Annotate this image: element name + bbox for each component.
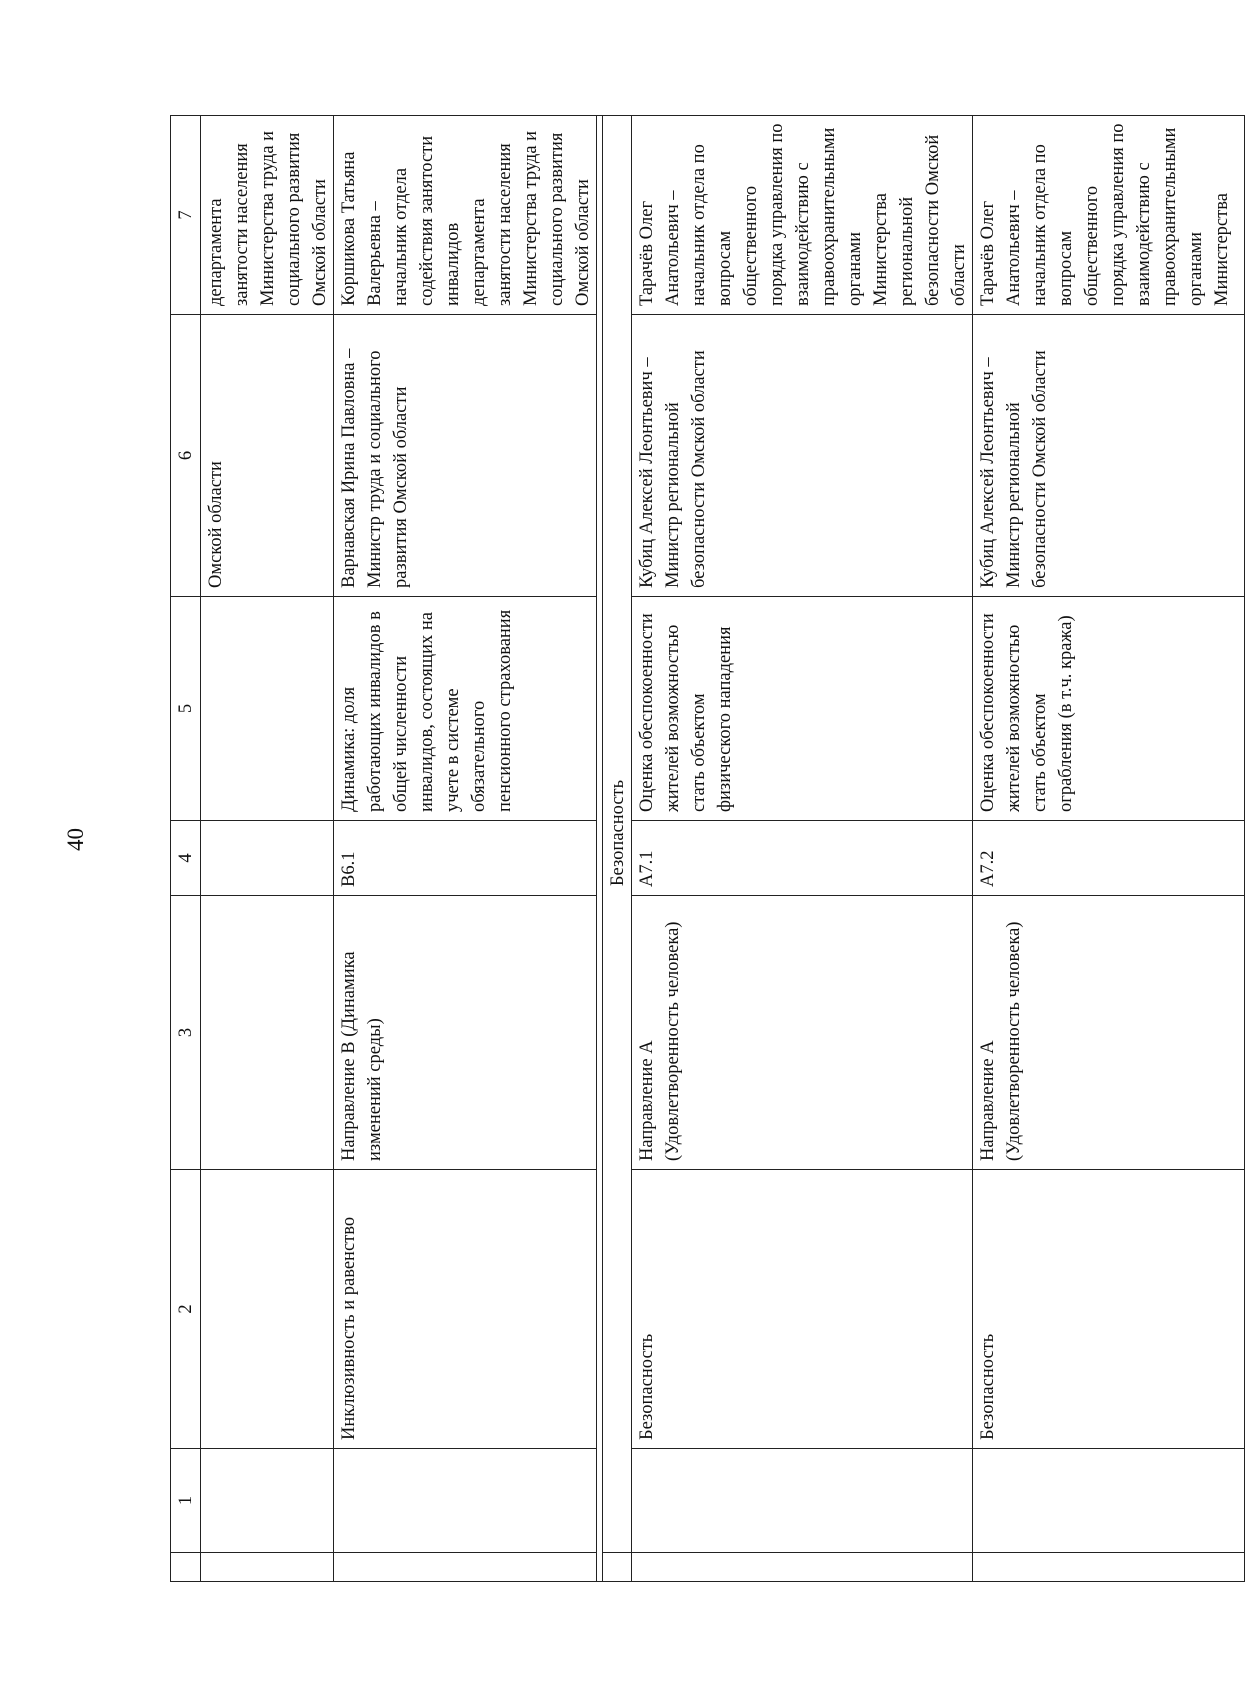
table-row-b61 [334,116,597,1582]
indicator-name: Оценка обеспокоенности жителей возможностью стать объектом физического нападения [632,597,973,821]
executor: Коршикова Татьяна Валерьевна – начальник отдела содействия занятости инвалидов департамента занятости населения Министерства труда и социального развития Омской области [334,116,597,315]
spacer-cell [334,1553,597,1582]
responsible-official: Кубиц Алексей Леонтьевич – Министр региональной безопасности Омской области [632,315,973,597]
cell [201,821,334,896]
page-number: 40 [63,828,88,851]
cell [632,1449,973,1553]
cell [334,1449,597,1553]
spacer-cell [171,1553,201,1582]
cell [201,1449,334,1553]
table-row-continuation [201,116,334,1582]
indicator-table [170,115,1245,1582]
header-col-1: 1 [171,1449,201,1553]
national-goal: Безопасность [973,1170,1245,1449]
spacer-cell [632,1553,973,1582]
direction: Направление В (Динамика изменений среды) [334,896,597,1170]
header-col-7: 7 [171,116,201,315]
table-row-a72 [973,116,1245,1582]
executor: департамента занятости населения Министерства труда и социального развития Омской области [201,116,334,315]
cell [201,896,334,1170]
executor: Тарачёв Олег Анатольевич – начальник отдела по вопросам общественного порядка управления по взаимодействию с правоохранительными органами Министерства региональной безопасности Омской области [632,116,973,315]
header-col-6: 6 [171,315,201,597]
cell [201,1170,334,1449]
indicator-name: Динамика: доля работающих инвалидов в общей численности инвалидов, состоящих на учете в системе обязательного пенсионного страхования [334,597,597,821]
spacer-cell [973,1553,1245,1582]
responsible-official: Варнавская Ирина Павловна – Министр труда и социального развития Омской области [334,315,597,597]
indicator-code: А7.1 [632,821,973,896]
national-goal: Безопасность [632,1170,973,1449]
table-row-a71 [632,116,973,1582]
direction: Направление А (Удовлетворенность человека) [973,896,1245,1170]
header-col-2: 2 [171,1170,201,1449]
indicator-code: В6.1 [334,821,597,896]
section-row [603,116,632,1582]
header-row [171,116,201,1582]
indicator-name: Оценка обеспокоенности жителей возможностью стать объектом ограбления (в т.ч. кража) [973,597,1245,821]
header-col-5: 5 [171,597,201,821]
executor: Тарачёв Олег Анатольевич – начальник отдела по вопросам общественного порядка управления по взаимодействию с правоохранительными органами Министерства [973,116,1245,315]
spacer-cell [201,1553,334,1582]
direction: Направление А (Удовлетворенность человека) [632,896,973,1170]
section-title: Безопасность [603,116,632,1553]
responsible-official: Кубиц Алексей Леонтьевич – Министр региональной безопасности Омской области [973,315,1245,597]
cell [201,597,334,821]
spacer-cell [603,1553,632,1582]
indicator-code: А7.2 [973,821,1245,896]
cell [973,1449,1245,1553]
national-goal: Инклюзивность и равенство [334,1170,597,1449]
rotated-table-container [170,116,1232,1582]
responsible-official: Омской области [201,315,334,597]
header-col-3: 3 [171,896,201,1170]
header-col-4: 4 [171,821,201,896]
